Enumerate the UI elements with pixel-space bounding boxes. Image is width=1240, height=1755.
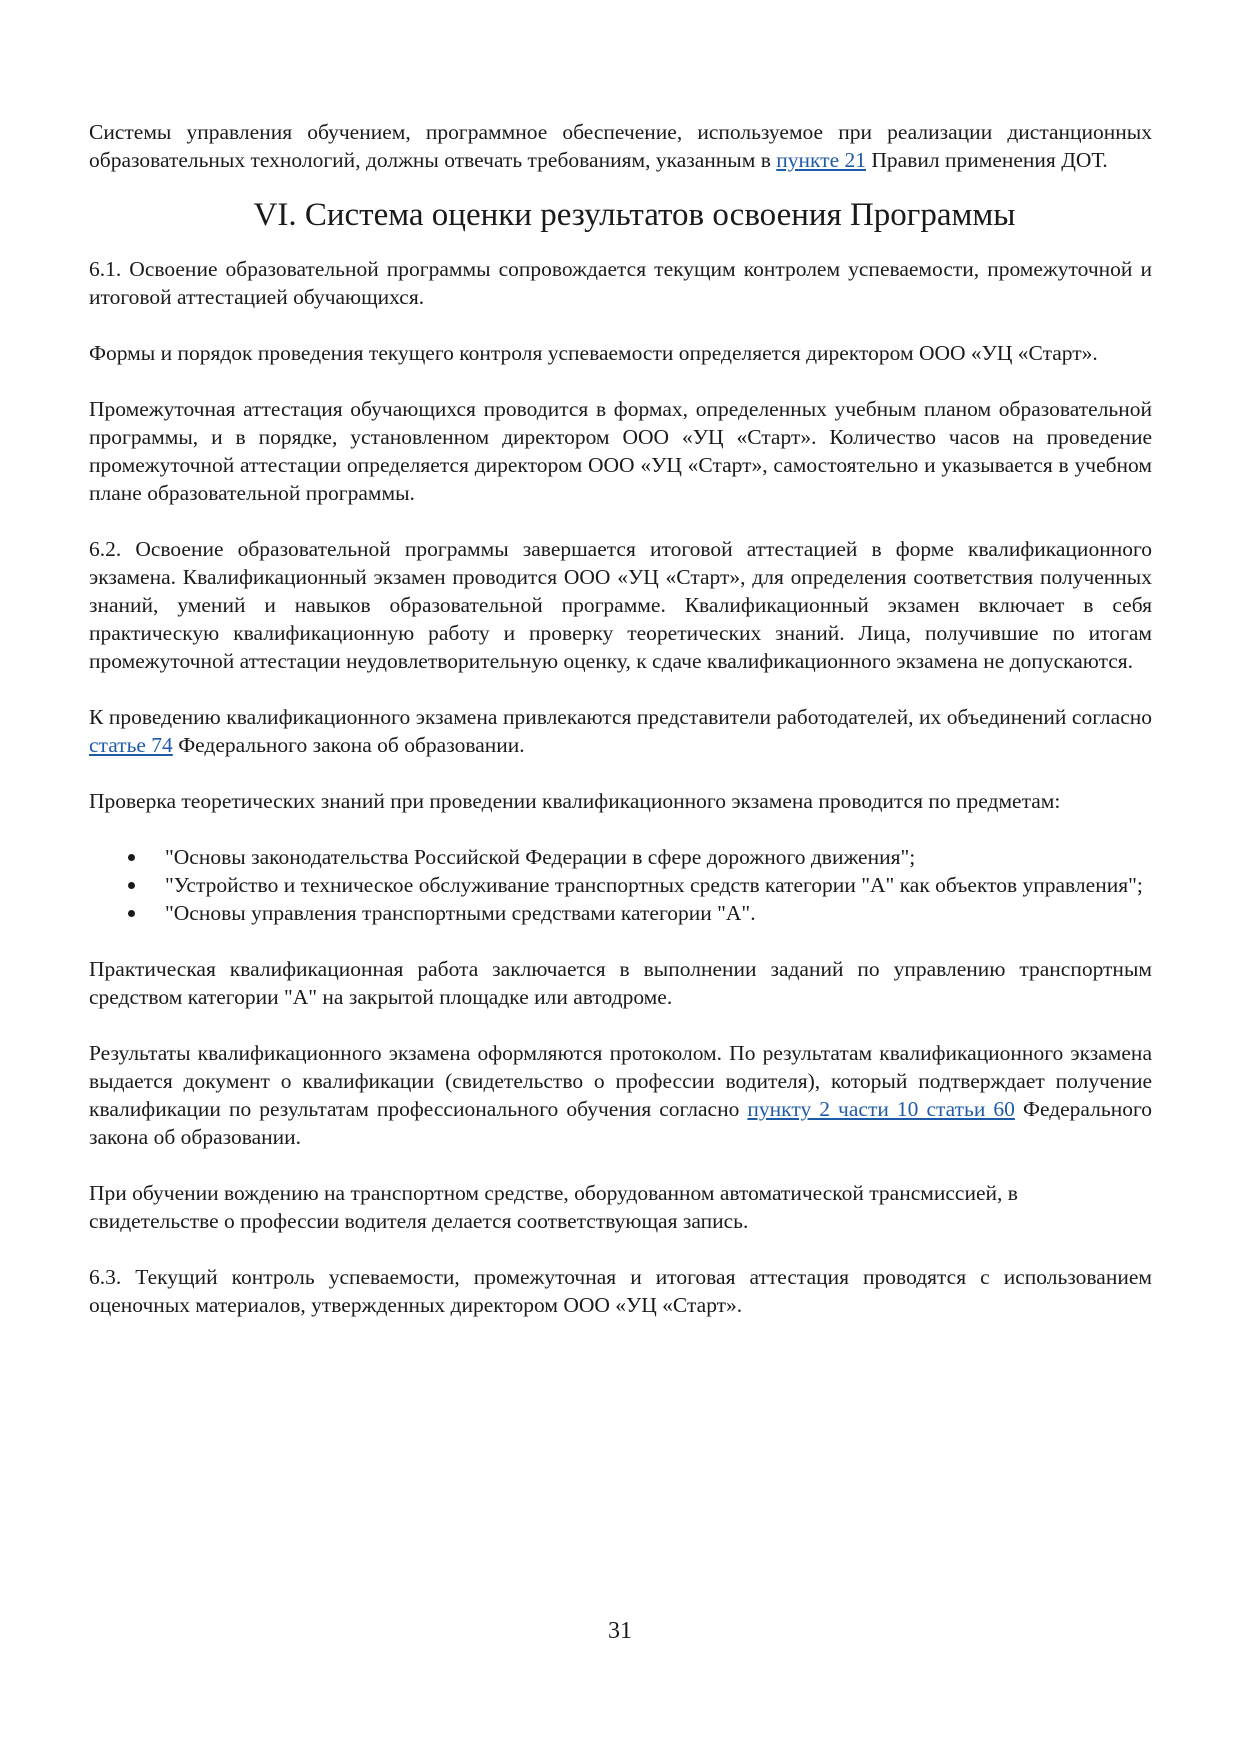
paragraph-6-1: 6.1. Освоение образовательной программы сопровождается текущим контролем успеваемости, промежуточной и итоговой аттестацией обучающихся. — [89, 257, 1152, 309]
paragraph-theory-check: Проверка теоретических знаний при проведении квалификационного экзамена проводится по предметам: — [89, 789, 1061, 813]
results-text-end: Федерального закона об образовании. — [89, 1097, 1152, 1149]
page-number: 31 — [608, 1618, 632, 1644]
bullet-icon — [128, 882, 135, 889]
intro-paragraph — [89, 118, 1152, 174]
link-point-21[interactable]: пункте 21 — [776, 148, 866, 172]
bullet-icon — [128, 910, 135, 917]
employers-text-end: Федерального закона об образовании. — [172, 733, 525, 757]
intro-text-end: Правил применения ДОТ. — [866, 148, 1108, 172]
intro-text: Системы управления обучением, программное обеспечение, используемое при реализации дистанционных образовательных технологий, должны отвечать требованиям, указанным в — [89, 120, 1152, 172]
paragraph-6-3: 6.3. Текущий контроль успеваемости, промежуточная и итоговая аттестация проводятся с использованием оценочных материалов, утвержденных директором ООО «УЦ «Старт». — [89, 1265, 1152, 1317]
paragraph-6-2: 6.2. Освоение образовательной программы завершается итоговой аттестацией в форме квалификационного экзамена. Квалификационный экзамен проводится ООО «УЦ «Старт», для определения соответствия полученных знаний, умений и навыков образовательной программе. Квалификационный экзамен включает в себя практическую квалификационную работу и проверку теоретических знаний. Лица, получившие по итогам промежуточной аттестации неудовлетворительную оценку, к сдаче квалификационного экзамена не допускаются. — [89, 537, 1152, 673]
subject-text: "Устройство и техническое обслуживание транспортных средств категории "А" как объектов управления"; — [165, 873, 1143, 897]
list-item — [89, 871, 1152, 899]
results-text: Результаты квалификационного экзамена оформляются протоколом. По результатам квалификационного экзамена выдается документ о квалификации (свидетельство о профессии водителя), который подтверждает получение квалификации по результатам профессионального обучения согласно — [89, 1041, 1152, 1121]
list-item — [89, 899, 1152, 927]
paragraph-automatic: При обучении вождению на транспортном средстве, оборудованном автоматической трансмиссией, в свидетельстве о профессии водителя делается соответствующая запись. — [89, 1181, 1018, 1233]
link-article-60[interactable]: пункту 2 части 10 статьи 60 — [747, 1097, 1015, 1121]
section-title: VI. Система оценки результатов освоения Программы — [253, 197, 1016, 233]
paragraph-practical: Практическая квалификационная работа заключается в выполнении заданий по управлению транспортным средством категории "А" на закрытой площадке или автодроме. — [89, 957, 1152, 1009]
bullet-icon — [128, 854, 135, 861]
subject-text: "Основы законодательства Российской Федерации в сфере дорожного движения"; — [165, 845, 916, 869]
link-article-74[interactable]: статье 74 — [89, 733, 173, 757]
employers-text: К проведению квалификационного экзамена привлекаются представители работодателей, их объединений согласно — [89, 705, 1152, 729]
subject-text: "Основы управления транспортными средствами категории "А". — [165, 901, 756, 925]
subjects-list — [89, 843, 1152, 927]
paragraph-results — [89, 1039, 1152, 1151]
paragraph-intermediate: Промежуточная аттестация обучающихся проводится в формах, определенных учебным планом образовательной программы, и в порядке, установленном директором ООО «УЦ «Старт». Количество часов на проведение промежуточной аттестации определяется директором ООО «УЦ «Старт», самостоятельно и указывается в учебном плане образовательной программы. — [89, 397, 1152, 505]
document-page — [89, 118, 1152, 1319]
paragraph-employers — [89, 703, 1152, 759]
list-item — [89, 843, 1152, 871]
paragraph-forms: Формы и порядок проведения текущего контроля успеваемости определяется директором ООО «УЦ «Старт». — [89, 341, 1098, 365]
